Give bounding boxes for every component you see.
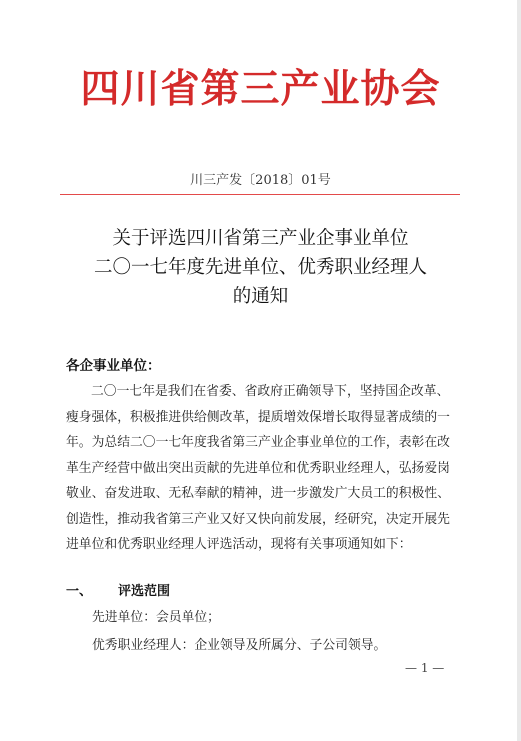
title-line-1: 关于评选四川省第三产业企事业单位 [112, 228, 409, 249]
section-title: 评选范围 [118, 584, 171, 599]
paragraph-line: 革生产经营中做出突出贡献的先进单位和优秀职业经理人，弘扬爱岗 [66, 460, 450, 476]
title-line-3: 的通知 [232, 286, 289, 307]
paragraph-line: 瘦身强体，积极推进供给侧改革，提质增效保增长取得显著成绩的一 [66, 409, 450, 425]
paragraph-line: 进单位和优秀职业经理人评选活动，现将有关事项通知如下： [66, 537, 412, 552]
document-title [0, 224, 521, 311]
paragraph-line: 年。为总结二〇一七年度我省第三产业企事业单位的工作，表彰在改 [66, 435, 450, 450]
paragraph-line: 二〇一七年是我们在省委、省政府正确领导下，坚持国企改革、 [91, 384, 450, 399]
organization-header: 四川省第三产业协会 [80, 67, 441, 112]
scope-item-managers: 优秀职业经理人：企业领导及所属分、子公司领导。 [92, 638, 387, 653]
header-divider [60, 194, 460, 195]
addressee: 各企事业单位： [66, 358, 161, 374]
title-line-2: 二〇一七年度先进单位、优秀职业经理人 [93, 257, 427, 278]
section-number: 一、 [66, 584, 93, 599]
document-number: 川三产发〔2018〕01号 [190, 173, 331, 188]
section-heading [66, 585, 170, 598]
page-edge [517, 0, 521, 741]
page-number: — 1 — [405, 661, 445, 675]
paragraph-line: 敬业、奋发进取、无私奉献的精神，进一步激发广大员工的积极性、 [66, 486, 450, 501]
scope-item-advanced-units: 先进单位：会员单位； [92, 610, 220, 625]
paragraph-line: 创造性，推动我省第三产业又好又快向前发展，经研究，决定开展先 [66, 511, 450, 527]
body-paragraph [66, 379, 458, 558]
